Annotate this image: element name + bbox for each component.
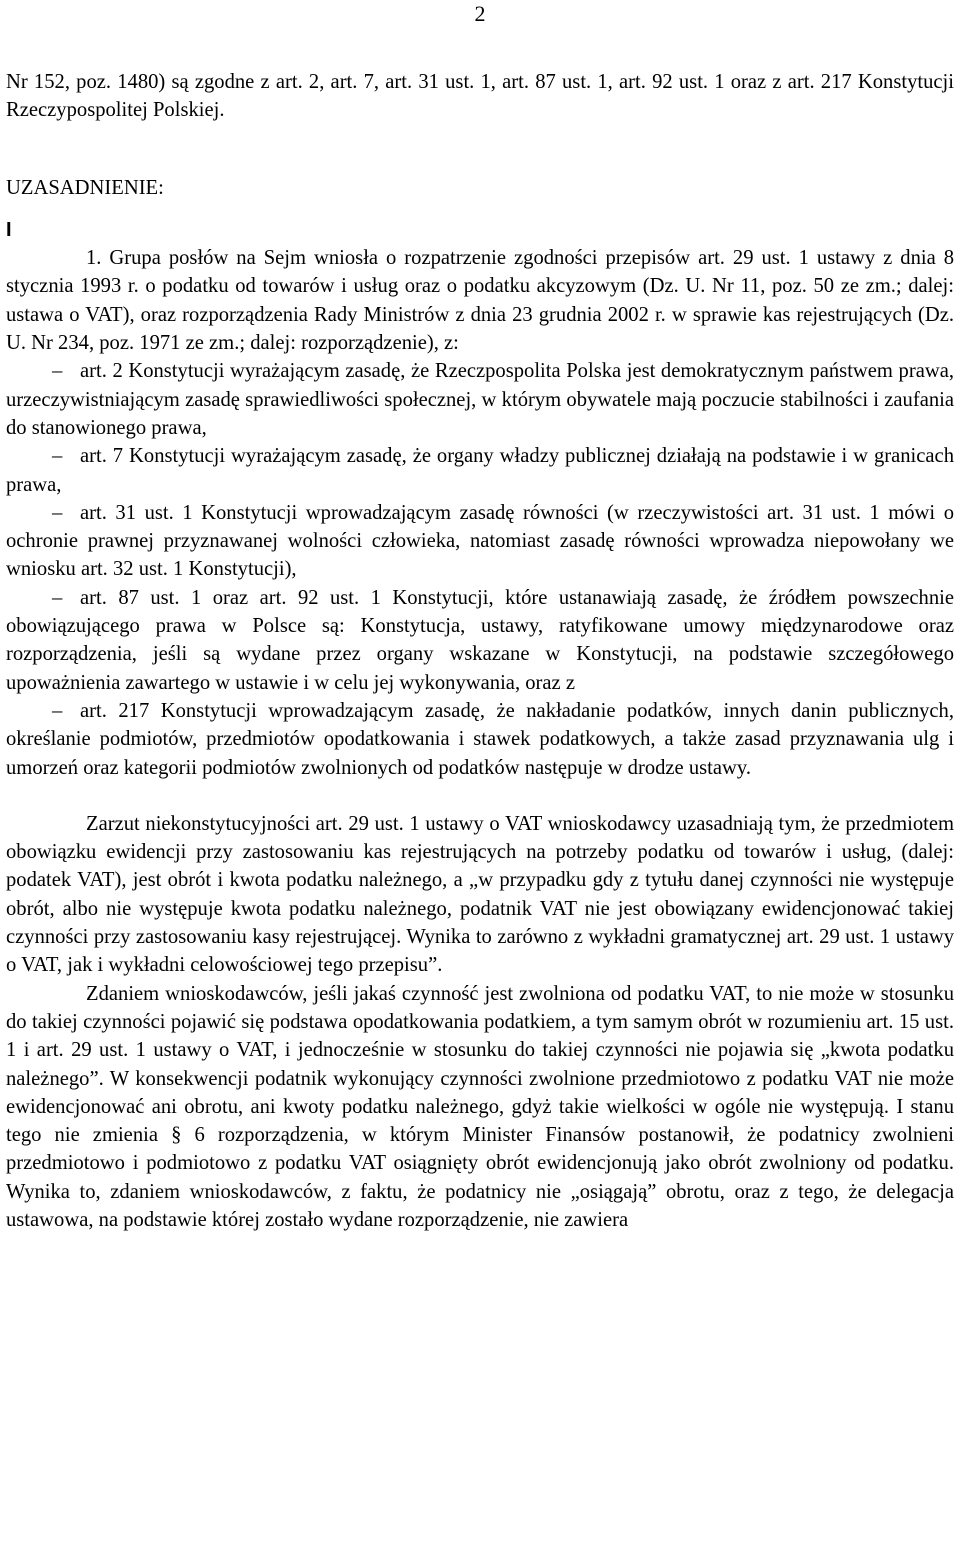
paragraph-3: Zdaniem wnioskodawców, jeśli jakaś czynność jest zwolniona od podatku VAT, to nie może w stosunku do takiej czynności pojawić się podstawa opodatkowania podatkiem, a tym samym obrót w rozumieniu art. 15 ust. 1 i art. 29 ust. 1 ustawy o VAT, i jednocześnie w stosunku do takiej czynności nie pojawia się „kwota podatku należnego”. W konsekwencji podatnik wykonujący czynności zwolnione przedmiotowo z podatku VAT nie może ewidencjonować ani obrotu, ani kwoty podatku należnego, gdyż takie wielkości w ogóle nie występują. I stanu tego nie zmienia § 6 rozporządzenia, w którym Minister Finansów postanowił, że podatnicy zwolnieni przedmiotowo i podmiotowo z podatku VAT osiągnięty obrót ewidencjonują jako obrót zwolniony od podatku. Wynika to, zdaniem wnioskodawców, z faktu, że podatnicy nie „osiągają” obrotu, oraz z tego, że delegacja ustawowa, na podstawie której zostało wydane rozporządzenie, nie zawiera <box>6 982 954 1231</box>
document-body <box>6 68 954 1234</box>
dash-item-text: art. 217 Konstytucji wprowadzającym zasadę, że nakładanie podatków, innych danin publicznych, określanie podmiotów, przedmiotów opodatkowania i stawek podatkowych, a także zasad przyznawania ulg i umorzeń oraz kategorii podmiotów zwolnionych od podatków następuje w drodze ustawy. <box>6 699 954 779</box>
dash-item-text: art. 31 ust. 1 Konstytucji wprowadzającym zasadę równości (w rzeczywistości art. 31 ust. 1 mówi o ochronie prawnej przyznawanej wolności człowieka, natomiast zasadę równości wprowadza niepowołany we wniosku art. 32 ust. 1 Konstytucji), <box>6 501 954 581</box>
dash-item-text: art. 2 Konstytucji wyrażającym zasadę, że Rzeczpospolita Polska jest demokratycznym państwem prawa, urzeczywistniającym zasadę sprawiedliwości społecznej, w którym obywatele mają poczucie stabilności i zaufania do stanowionego prawa, <box>6 360 954 439</box>
dash-item-text: art. 87 ust. 1 oraz art. 92 ust. 1 Konstytucji, które ustanawiają zasadę, że źródłem powszechnie obowiązującego prawa w Polsce są: Konstytucja, ustawy, ratyfikowane umowy międzynarodowe oraz rozporządzenia, jeśli są wydane przez organy wskazane w Konstytucji, na podstawie szczegółowego upoważnienia zawartego w ustawie i w celu jej wykonywania, oraz z <box>6 586 954 694</box>
page-number: 2 <box>474 1 486 26</box>
dash-bullet: – <box>52 360 63 383</box>
paragraph-1: 1. Grupa posłów na Sejm wniosła o rozpatrzenie zgodności przepisów art. 29 ust. 1 ustawy z dnia 8 stycznia 1993 r. o podatku od towarów i usług oraz o podatku akcyzowym (Dz. U. Nr 11, poz. 50 ze zm.; dalej: ustawa o VAT), oraz rozporządzenia Rady Ministrów z dnia 23 grudnia 2002 r. w sprawie kas rejestrujących (Dz. U. Nr 234, poz. 1971 ze zm.; dalej: rozporządzenie), z: <box>6 247 954 355</box>
dash-item-text: art. 7 Konstytucji wyrażającym zasadę, że organy władzy publicznej działają na podstawie i w granicach prawa, <box>6 445 954 496</box>
dash-bullet: – <box>52 586 63 609</box>
dash-item-art31 <box>6 499 954 584</box>
section-roman-numeral: I <box>6 218 12 241</box>
intro-paragraph: Nr 152, poz. 1480) są zgodne z art. 2, art. 7, art. 31 ust. 1, art. 87 ust. 1, art. 92 ust. 1 oraz z art. 217 Konstytucji Rzeczypospolitej Polskiej. <box>6 71 954 122</box>
paragraph-spacer <box>6 782 954 810</box>
dash-item-art87-92 <box>6 584 954 697</box>
dash-item-art2 <box>6 357 954 442</box>
dash-bullet: – <box>52 699 63 722</box>
paragraph-2: Zarzut niekonstytucyjności art. 29 ust. 1 ustawy o VAT wnioskodawcy uzasadniają tym, że przedmiotem obowiązku ewidencji przy zastosowaniu kas rejestrujących na potrzeby podatku od towarów i usług, (dalej: podatek VAT), jest obrót i kwota podatku należnego, a „w przypadku gdy z tytułu danej czynności nie występuje obrót, albo nie występuje kwota podatku należnego, podatnik VAT nie jest obowiązany ewidencjonować takiej czynności przy zastosowaniu kasy rejestrującej. Wynika to zarówno z wykładni gramatycznej art. 29 ust. 1 ustawy o VAT, jak i wykładni celowościowej tego przepisu”. <box>6 812 954 977</box>
dash-item-art217 <box>6 697 954 782</box>
dash-bullet: – <box>52 501 63 524</box>
dash-item-art7 <box>6 442 954 499</box>
dash-bullet: – <box>52 445 63 468</box>
section-heading: UZASADNIENIE: <box>6 176 164 199</box>
